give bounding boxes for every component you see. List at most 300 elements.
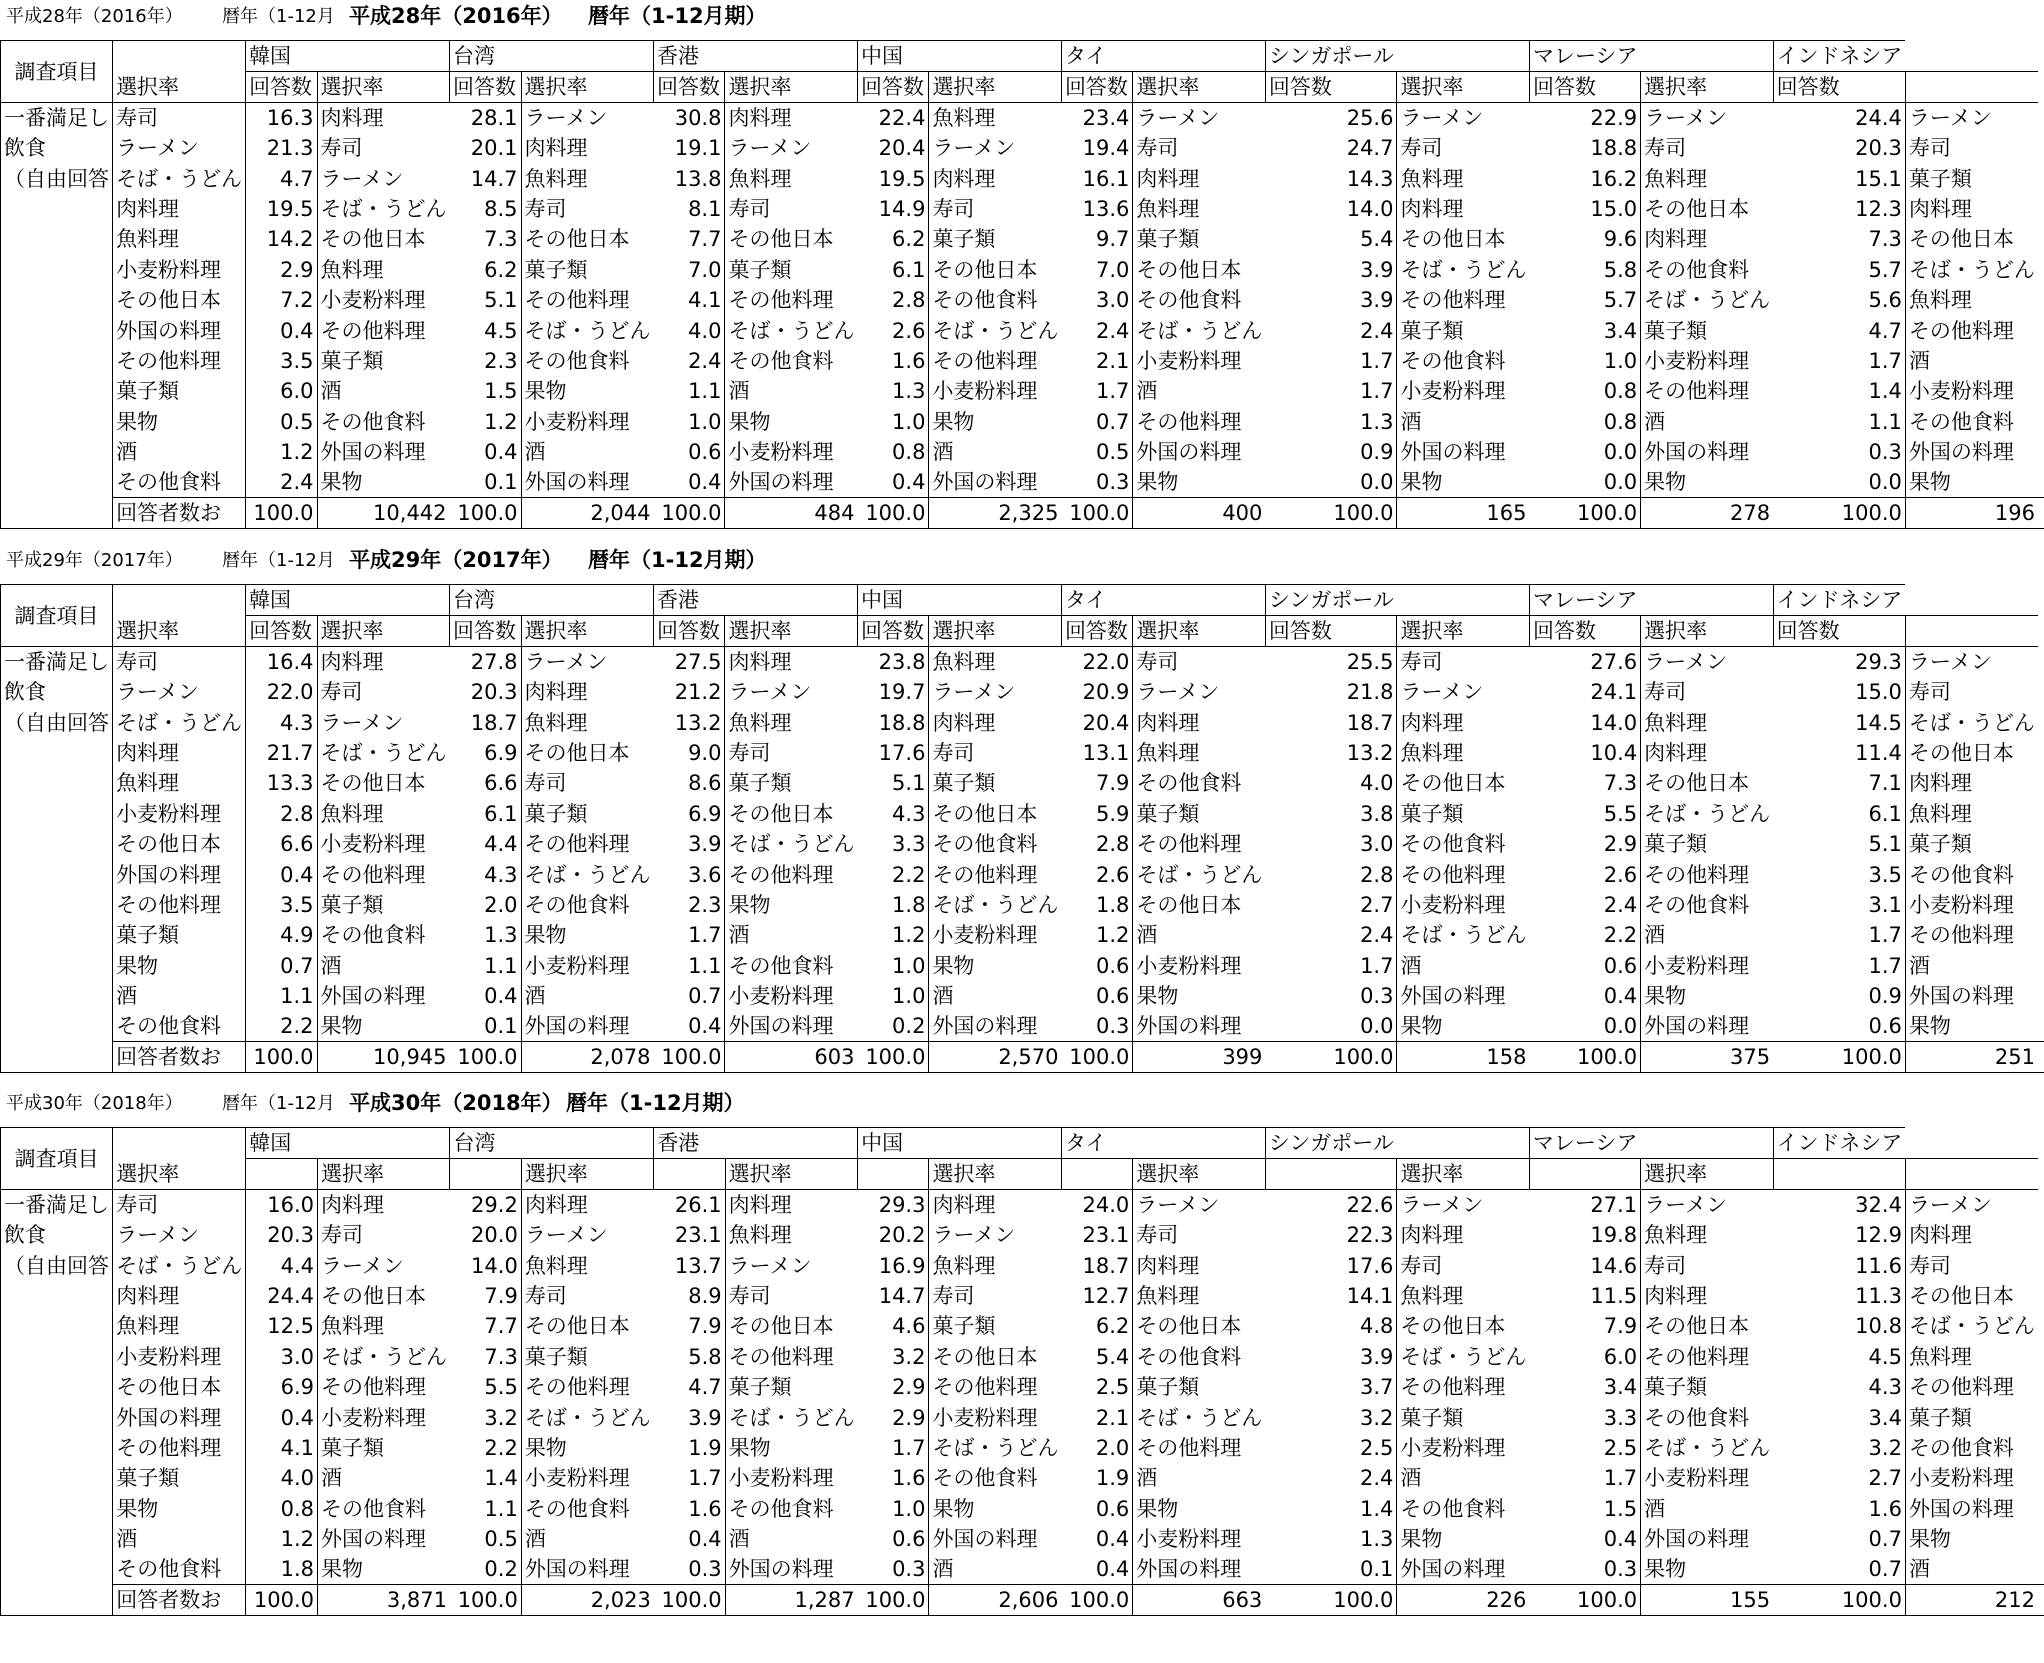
answer-rate: 20.4 — [1082, 710, 1130, 735]
answer-cell: その他料理 — [1641, 859, 1774, 889]
answer-cell: 果物 — [929, 407, 1062, 437]
answer-cell: ラーメン — [1397, 103, 1530, 134]
answer-rate: 2.2 — [1603, 923, 1638, 948]
item-rate: 3.5 — [246, 346, 317, 376]
answer-cell: その他日本 — [521, 738, 654, 768]
answer-rate: 2.2 — [892, 862, 926, 887]
item-name: その他料理 — [113, 346, 246, 376]
table-row — [1, 346, 2044, 376]
count-column-header — [246, 1159, 318, 1190]
table-row — [1, 1372, 2044, 1402]
count-column-header: 回答数 — [1529, 72, 1640, 103]
answer-rate: 24.1 — [1590, 680, 1638, 705]
answer-cell: 肉料理 — [521, 677, 654, 707]
count-column-header: 回答数 — [246, 616, 317, 647]
item-rate: 13.3 — [246, 768, 317, 798]
item-name: 寿司 — [113, 103, 246, 134]
count-column-header: 回答数 — [654, 72, 725, 103]
item-rate: 19.5 — [246, 194, 317, 224]
answer-cell: 寿司 — [1397, 1250, 1530, 1280]
answer-cell: その他日本 — [1133, 255, 1266, 285]
answer-cell: ラーメン — [929, 677, 1062, 707]
answer-rate: 0.4 — [688, 470, 722, 495]
row-label — [1, 951, 113, 981]
answer-cell: そば・うどん — [1133, 1402, 1266, 1432]
data-table — [0, 584, 2044, 1073]
answer-cell: 小麦粉料理 — [725, 1463, 858, 1493]
total-percent: 100.0 — [857, 498, 928, 529]
answer-rate: 18.7 — [1346, 710, 1394, 735]
total-count: 2,044 — [521, 498, 654, 529]
answer-cell: 果物 — [521, 920, 654, 950]
answer-rate: 13.1 — [1082, 740, 1130, 765]
data-table — [0, 40, 2044, 529]
total-label: 回答者数お — [113, 1042, 246, 1073]
answer-cell: その他料理 — [317, 1372, 450, 1402]
answer-rate: 3.9 — [1359, 1344, 1394, 1369]
table-row — [1, 103, 2044, 134]
item-name: 菓子類 — [113, 1463, 246, 1493]
total-percent: 100.0 — [1529, 1585, 1640, 1616]
answer-rate: 23.1 — [1082, 1223, 1130, 1248]
answer-rate: 6.9 — [688, 801, 722, 826]
answer-rate: 7.7 — [484, 1314, 518, 1339]
answer-cell: 外国の料理 — [929, 1011, 1062, 1042]
answer-rate: 0.4 — [688, 1527, 722, 1552]
total-rate: 100.0 — [246, 1585, 318, 1616]
answer-cell: 酒 — [1397, 951, 1530, 981]
answer-cell: 肉料理 — [1397, 707, 1530, 737]
answer-cell: 小麦粉料理 — [929, 920, 1062, 950]
answer-cell: 小麦粉料理 — [725, 437, 858, 467]
total-count: 212 — [1905, 1585, 2038, 1616]
country-header-blank — [1397, 41, 1530, 72]
answer-cell: その他料理 — [929, 859, 1062, 889]
country-header: 香港 — [654, 41, 725, 72]
answer-cell: 外国の料理 — [1905, 1494, 2038, 1524]
answer-rate — [2038, 1554, 2044, 1585]
answer-cell: 肉料理 — [1133, 1250, 1266, 1280]
item-name: 魚料理 — [113, 224, 246, 254]
answer-rate: 4.5 — [484, 318, 518, 343]
answer-rate: 10.4 — [1590, 740, 1638, 765]
answer-cell: 肉料理 — [929, 163, 1062, 193]
country-header-blank — [521, 1128, 654, 1159]
table-row — [1, 1463, 2044, 1493]
answer-cell: 菓子類 — [317, 890, 450, 920]
total-row — [1, 498, 2044, 529]
total-count: 1,287 — [725, 1585, 858, 1616]
table-row — [1, 1554, 2044, 1585]
answer-cell: 小麦粉料理 — [521, 1463, 654, 1493]
country-header: インドネシア — [1773, 585, 1905, 616]
answer-rate: 16.2 — [1590, 166, 1638, 191]
answer-rate: 2.7 — [1868, 1466, 1902, 1491]
answer-cell: 外国の料理 — [725, 1011, 858, 1042]
answer-cell: 小麦粉料理 — [1641, 1463, 1774, 1493]
answer-rate: 1.0 — [892, 953, 926, 978]
answer-rate: 14.7 — [878, 1283, 926, 1308]
rate-column-header: 選択率 — [317, 1159, 450, 1190]
row-label: 飲食 — [1, 677, 113, 707]
answer-rate: 3.2 — [484, 1405, 518, 1430]
answer-rate: 1.7 — [1096, 379, 1130, 404]
answer-rate: 0.4 — [1603, 984, 1638, 1009]
item-name: ラーメン — [113, 1220, 246, 1250]
answer-cell: 酒 — [317, 951, 450, 981]
answer-rate: 2.2 — [484, 1435, 518, 1460]
answer-cell: 外国の料理 — [725, 1554, 858, 1585]
item-name: 果物 — [113, 951, 246, 981]
row-label — [1, 1342, 113, 1372]
answer-cell: 寿司 — [929, 738, 1062, 768]
answer-cell: その他食料 — [317, 407, 450, 437]
answer-rate: 2.5 — [1095, 1375, 1130, 1400]
answer-rate — [2038, 1463, 2044, 1493]
answer-rate — [2038, 738, 2044, 768]
answer-cell: 菓子類 — [725, 255, 858, 285]
answer-rate: 27.8 — [470, 650, 518, 674]
answer-cell: 果物 — [725, 407, 858, 437]
answer-rate: 29.3 — [878, 1193, 926, 1217]
answer-cell: その他料理 — [521, 829, 654, 859]
answer-rate: 1.6 — [1868, 1496, 1902, 1521]
answer-cell: 果物 — [521, 1433, 654, 1463]
answer-rate: 2.9 — [892, 1375, 926, 1400]
total-percent: 100.0 — [1061, 1042, 1132, 1073]
answer-cell: その他食料 — [1905, 407, 2038, 437]
answer-rate: 7.3 — [484, 227, 518, 252]
country-header: インドネシア — [1773, 41, 1905, 72]
answer-cell: ラーメン — [521, 1220, 654, 1250]
answer-rate: 27.5 — [674, 650, 722, 674]
answer-cell: 酒 — [1641, 407, 1774, 437]
answer-rate: 12.7 — [1082, 1283, 1130, 1308]
answer-rate: 22.9 — [1590, 106, 1638, 130]
answer-rate: 20.4 — [878, 136, 926, 161]
answer-rate: 20.1 — [470, 136, 518, 161]
total-count: 400 — [1133, 498, 1266, 529]
item-name: その他日本 — [113, 829, 246, 859]
rate-column-header: 選択率 — [725, 1159, 858, 1190]
country-header-blank — [929, 41, 1062, 72]
period-title: 暦年（1-12月期） — [588, 548, 767, 572]
answer-rate: 0.6 — [1096, 953, 1130, 978]
answer-cell: 果物 — [317, 1011, 450, 1042]
answer-cell: 肉料理 — [725, 103, 858, 134]
country-header: シンガポール — [1265, 585, 1397, 616]
answer-rate: 1.7 — [1360, 953, 1394, 978]
answer-cell: 肉料理 — [725, 647, 858, 678]
total-count: 2,570 — [929, 1042, 1062, 1073]
answer-cell: 小麦粉料理 — [1133, 1524, 1266, 1554]
answer-rate: 3.2 — [892, 1344, 926, 1369]
total-count: 196 — [1905, 498, 2038, 529]
answer-cell: 菓子類 — [521, 255, 654, 285]
answer-cell: そば・うどん — [1641, 799, 1774, 829]
table-row — [1, 1220, 2044, 1250]
item-rate: 7.2 — [246, 285, 317, 315]
answer-rate: 3.0 — [1360, 832, 1394, 857]
answer-cell: その他食料 — [929, 285, 1062, 315]
year-section — [0, 1087, 2044, 1616]
answer-cell: そば・うどん — [1641, 1433, 1774, 1463]
answer-cell: 菓子類 — [317, 1433, 450, 1463]
answer-rate: 0.3 — [688, 1557, 722, 1582]
answer-rate — [2038, 315, 2044, 345]
row-label — [1, 768, 113, 798]
answer-rate: 14.3 — [1346, 166, 1394, 191]
row-label: 一番満足し — [1, 103, 113, 134]
answer-rate: 30.8 — [674, 106, 722, 130]
total-percent: 100.0 — [450, 1585, 521, 1616]
answer-cell: その他食料 — [521, 1494, 654, 1524]
answer-rate: 0.7 — [1868, 1527, 1902, 1552]
answer-rate: 7.7 — [688, 227, 722, 252]
row-label: 飲食 — [1, 133, 113, 163]
item-name: 果物 — [113, 1494, 246, 1524]
answer-rate: 13.7 — [674, 1253, 722, 1278]
answer-cell: その他食料 — [725, 951, 858, 981]
answer-rate: 2.4 — [1603, 892, 1638, 917]
answer-rate: 17.6 — [878, 740, 926, 765]
answer-rate: 7.9 — [688, 1314, 722, 1339]
answer-rate: 2.4 — [688, 348, 722, 373]
item-rate: 16.4 — [246, 647, 317, 678]
answer-cell: 酒 — [725, 920, 858, 950]
total-percent: 100.0 — [450, 498, 521, 529]
header-row-columns — [1, 1159, 2044, 1190]
count-column-header: 回答数 — [1773, 616, 1905, 647]
answer-rate: 0.4 — [892, 470, 926, 495]
answer-rate: 23.4 — [1082, 106, 1130, 130]
answer-cell: その他日本 — [521, 224, 654, 254]
answer-cell: 菓子類 — [929, 1311, 1062, 1341]
total-percent: 100.0 — [1061, 1585, 1132, 1616]
item-rate: 14.2 — [246, 224, 317, 254]
table-row — [1, 981, 2044, 1011]
answer-rate: 1.2 — [892, 923, 926, 948]
row-label — [1, 920, 113, 950]
answer-rate: 4.5 — [1868, 1344, 1902, 1369]
answer-rate: 16.9 — [878, 1253, 926, 1278]
answer-rate: 14.5 — [1855, 710, 1902, 735]
answer-cell: 寿司 — [521, 1281, 654, 1311]
total-percent: 100.0 — [654, 1585, 725, 1616]
table-row — [1, 194, 2044, 224]
answer-cell: 酒 — [521, 1524, 654, 1554]
rate-column-header — [1905, 1159, 2038, 1190]
rate-column-header: 選択率 — [929, 616, 1062, 647]
answer-rate: 0.0 — [1603, 1014, 1638, 1039]
row-label: （自由回答 — [1, 1250, 113, 1280]
answer-cell: 外国の料理 — [521, 467, 654, 498]
answer-cell: そば・うどん — [521, 859, 654, 889]
answer-cell: その他日本 — [1905, 224, 2038, 254]
answer-rate: 14.0 — [471, 1253, 518, 1278]
row-label: 一番満足し — [1, 647, 113, 678]
country-header-blank — [725, 585, 858, 616]
answer-rate: 1.4 — [1359, 1496, 1394, 1521]
answer-rate: 0.4 — [484, 440, 518, 465]
answer-cell: 肉料理 — [317, 103, 450, 134]
item-rate: 0.4 — [246, 1402, 318, 1432]
country-header: シンガポール — [1265, 1128, 1397, 1159]
answer-rate: 1.1 — [1868, 409, 1902, 434]
item-name: 外国の料理 — [113, 315, 246, 345]
answer-cell: その他食料 — [725, 346, 858, 376]
item-name: 肉料理 — [113, 1281, 246, 1311]
answer-rate: 20.9 — [1082, 680, 1130, 705]
answer-cell: その他日本 — [1133, 1311, 1266, 1341]
answer-rate: 6.2 — [892, 227, 926, 252]
table-row — [1, 437, 2044, 467]
answer-rate: 19.7 — [878, 680, 926, 705]
answer-cell: 寿司 — [1641, 677, 1774, 707]
answer-cell: その他日本 — [1397, 768, 1530, 798]
small-year-title: 平成28年（2016年） — [6, 6, 183, 27]
answer-cell: その他食料 — [1133, 285, 1266, 315]
answer-rate: 0.3 — [892, 1557, 926, 1582]
answer-rate: 0.4 — [1095, 1557, 1130, 1582]
count-column-header: 回答数 — [1061, 616, 1132, 647]
answer-cell: 菓子類 — [521, 1342, 654, 1372]
answer-cell: 外国の料理 — [725, 467, 858, 498]
country-header-blank — [1905, 1128, 2038, 1159]
country-header: 香港 — [654, 585, 725, 616]
country-header-blank — [1133, 585, 1266, 616]
answer-cell: そば・うどん — [725, 1402, 858, 1432]
answer-cell: 寿司 — [317, 677, 450, 707]
answer-rate: 5.8 — [688, 1344, 722, 1369]
rate-column-header: 選択率 — [521, 616, 654, 647]
answer-rate: 3.8 — [1360, 801, 1394, 826]
answer-cell: その他食料 — [1905, 859, 2038, 889]
item-rate: 6.0 — [246, 376, 317, 406]
answer-rate: 4.1 — [688, 288, 722, 313]
answer-rate: 1.1 — [688, 379, 722, 404]
count-column-header — [1773, 1159, 1905, 1190]
answer-cell: 菓子類 — [1641, 315, 1774, 345]
answer-rate: 7.9 — [484, 1283, 518, 1308]
answer-cell: 菓子類 — [725, 768, 858, 798]
country-header-blank — [1133, 1128, 1266, 1159]
answer-rate: 18.8 — [878, 710, 926, 735]
answer-rate: 3.9 — [688, 832, 722, 857]
answer-rate: 0.4 — [688, 1014, 722, 1039]
answer-cell: そば・うどん — [1905, 255, 2038, 285]
item-rate: 12.5 — [246, 1311, 318, 1341]
item-rate: 1.2 — [246, 437, 317, 467]
answer-cell: 菓子類 — [1905, 1402, 2038, 1432]
rate-column-header: 選択率 — [521, 1159, 654, 1190]
item-rate: 6.6 — [246, 829, 317, 859]
total-percent — [2038, 1042, 2044, 1073]
item-name: 魚料理 — [113, 1311, 246, 1341]
answer-rate: 23.8 — [878, 650, 926, 674]
table-row — [1, 467, 2044, 498]
answer-rate: 2.4 — [1096, 318, 1130, 343]
answer-cell: その他料理 — [1905, 1372, 2038, 1402]
answer-cell: 肉料理 — [1641, 738, 1774, 768]
total-row-blank — [1, 498, 113, 529]
country-header-blank — [725, 1128, 858, 1159]
answer-rate — [2038, 437, 2044, 467]
section-title-row — [0, 0, 2044, 40]
answer-rate: 0.5 — [484, 1527, 518, 1552]
item-rate: 21.3 — [246, 133, 317, 163]
answer-rate: 20.3 — [470, 680, 518, 705]
answer-cell: 魚料理 — [1641, 707, 1774, 737]
answer-rate: 7.3 — [1603, 771, 1638, 796]
answer-cell: 寿司 — [725, 738, 858, 768]
total-row — [1, 1042, 2044, 1073]
answer-rate: 2.4 — [1360, 318, 1394, 343]
answer-cell: ラーメン — [1397, 1190, 1530, 1221]
answer-rate: 1.4 — [1868, 379, 1902, 404]
answer-cell: 果物 — [1905, 1011, 2038, 1042]
answer-rate: 2.8 — [892, 288, 926, 313]
item-rate: 4.4 — [246, 1250, 318, 1280]
table-row — [1, 1524, 2044, 1554]
answer-rate: 9.7 — [1096, 227, 1130, 252]
table-row — [1, 133, 2044, 163]
answer-cell: その他日本 — [725, 1311, 858, 1341]
answer-rate: 5.1 — [484, 288, 518, 313]
answer-cell: 寿司 — [521, 194, 654, 224]
table-row — [1, 407, 2044, 437]
answer-cell: ラーメン — [1133, 103, 1266, 134]
country-header-blank — [1641, 41, 1774, 72]
country-header: 香港 — [654, 1128, 725, 1159]
answer-rate — [2038, 467, 2044, 498]
country-header-blank — [929, 585, 1062, 616]
answer-rate: 0.0 — [1868, 470, 1902, 495]
answer-rate: 19.8 — [1590, 1223, 1638, 1248]
answer-cell: 肉料理 — [725, 1190, 858, 1221]
answer-cell: 魚料理 — [929, 1250, 1062, 1280]
table-row — [1, 920, 2044, 950]
item-rate: 1.8 — [246, 1554, 318, 1585]
total-count: 2,325 — [929, 498, 1062, 529]
answer-cell: ラーメン — [929, 133, 1062, 163]
answer-rate: 26.1 — [674, 1193, 722, 1217]
answer-cell: 外国の料理 — [929, 467, 1062, 498]
answer-cell: 小麦粉料理 — [317, 285, 450, 315]
answer-rate — [2038, 1220, 2044, 1250]
answer-rate: 12.3 — [1855, 196, 1902, 221]
answer-rate: 1.3 — [1359, 1527, 1394, 1552]
answer-cell: 果物 — [317, 467, 450, 498]
item-rate: 4.3 — [246, 707, 317, 737]
answer-cell: ラーメン — [725, 133, 858, 163]
answer-rate: 0.6 — [1096, 984, 1130, 1009]
total-row-blank — [1, 1585, 113, 1616]
answer-rate: 5.5 — [484, 1375, 518, 1400]
answer-rate — [2038, 224, 2044, 254]
answer-rate — [2038, 1402, 2044, 1432]
table-row — [1, 376, 2044, 406]
answer-cell: 果物 — [1397, 467, 1530, 498]
answer-cell: 酒 — [521, 981, 654, 1011]
answer-rate — [2038, 1250, 2044, 1280]
answer-cell: 小麦粉料理 — [521, 407, 654, 437]
item-rate: 2.9 — [246, 255, 317, 285]
answer-rate: 1.7 — [1360, 379, 1394, 404]
answer-rate: 2.6 — [1096, 862, 1130, 887]
answer-rate: 8.9 — [688, 1283, 722, 1308]
answer-rate: 0.6 — [1603, 953, 1638, 978]
